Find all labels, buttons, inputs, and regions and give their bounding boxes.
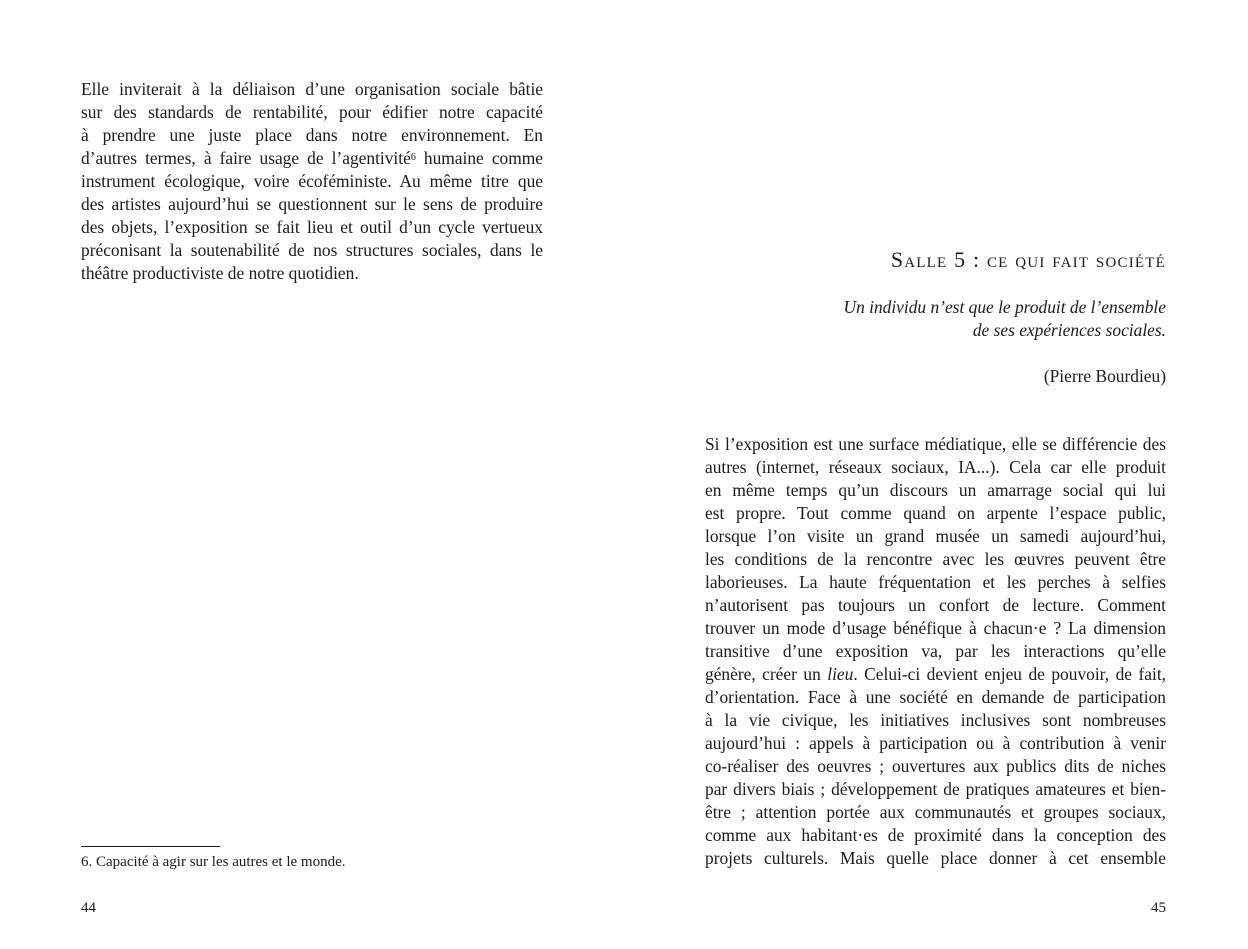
section-title: Salle 5 : ce qui fait société	[890, 247, 1166, 272]
right-line-11	[705, 663, 1166, 686]
right-line-14: aujourd’hui : appels à participation ou à contribution à venir	[705, 733, 1166, 753]
left-line-4-after-ref: humaine comme	[415, 148, 543, 168]
right-line-13: à la vie civique, les initiatives inclusives sont nombreuses	[705, 710, 1166, 730]
left-line-6: des artistes aujourd’hui se questionnent sur le sens de produire	[81, 194, 543, 214]
epigraph-author: (Pierre Bourdieu)	[1043, 366, 1166, 386]
right-line-11-rest: . Celui-ci devient enjeu de pouvoir, de fait,	[853, 664, 1166, 684]
right-line-6: les conditions de la rencontre avec les œuvres peuvent être	[705, 549, 1166, 569]
page-number-left: 44	[81, 900, 96, 916]
right-page	[624, 0, 1248, 949]
left-line-9: théâtre productiviste de notre quotidien.	[81, 263, 359, 283]
right-line-5: lorsque l’on visite un grand musée un samedi aujourd’hui,	[705, 526, 1166, 546]
right-line-18: comme aux habitant·es de proximité dans la conception des	[705, 825, 1166, 845]
right-line-16: par divers biais ; développement de pratiques amateures et bien-	[705, 779, 1166, 799]
right-line-4: est propre. Tout comme quand on arpente l’espace public,	[705, 503, 1166, 523]
right-line-8: n’autorisent pas toujours un confort de lecture. Comment	[705, 595, 1166, 615]
right-line-9: trouver un mode d’usage bénéfique à chacun·e ? La dimension	[705, 618, 1166, 638]
right-line-3: en même temps qu’un discours un amarrage social qui lui	[705, 480, 1166, 500]
right-body-paragraph	[705, 433, 1166, 870]
left-line-2: sur des standards de rentabilité, pour édifier notre capacité	[81, 102, 543, 122]
right-line-19: projets culturels. Mais quelle place donner à cet ensemble	[705, 848, 1166, 868]
right-line-1: Si l’exposition est une surface médiatique, elle se différencie des	[705, 434, 1166, 454]
left-line-3: à prendre une juste place dans notre environnement. En	[81, 125, 543, 145]
left-line-4	[81, 147, 543, 170]
left-line-8: préconisant la soutenabilité de nos structures sociales, dans le	[81, 240, 543, 260]
right-line-7: laborieuses. La haute fréquentation et les perches à selfies	[705, 572, 1166, 592]
left-line-7: des objets, l’exposition se fait lieu et outil d’un cycle vertueux	[81, 217, 543, 237]
left-body-paragraph	[81, 78, 543, 285]
footnote-text: 6. Capacité à agir sur les autres et le monde.	[81, 854, 346, 870]
right-line-10: transitive d’une exposition va, par les interactions qu’elle	[705, 641, 1166, 661]
italic-word-lieu: lieu	[827, 664, 854, 684]
left-line-4-text: d’autres termes, à faire usage de l’agentivité	[81, 148, 411, 168]
page-number-right: 45	[1151, 900, 1166, 916]
right-line-12: d’orientation. Face à une société en demande de participation	[705, 687, 1166, 707]
right-line-2: autres (internet, réseaux sociaux, IA...). Cela car elle produit	[705, 457, 1166, 477]
right-line-11-start: génère, créer un	[705, 664, 828, 684]
left-line-1: Elle inviterait à la déliaison d’une organisation sociale bâtie	[81, 79, 543, 99]
right-line-15: co-réaliser des oeuvres ; ouvertures aux publics dits de niches	[705, 756, 1166, 776]
epigraph-quote	[766, 296, 1166, 342]
footnote-reference: 6	[410, 152, 416, 163]
epigraph-line-1: Un individu n’est que le produit de l’ensemble	[843, 297, 1166, 317]
right-line-17: être ; attention portée aux communautés et groupes sociaux,	[705, 802, 1166, 822]
epigraph-line-2: de ses expériences sociales.	[972, 320, 1166, 340]
left-line-5: instrument écologique, voire écoféministe. Au même titre que	[81, 171, 543, 191]
footnote-divider	[81, 846, 220, 847]
